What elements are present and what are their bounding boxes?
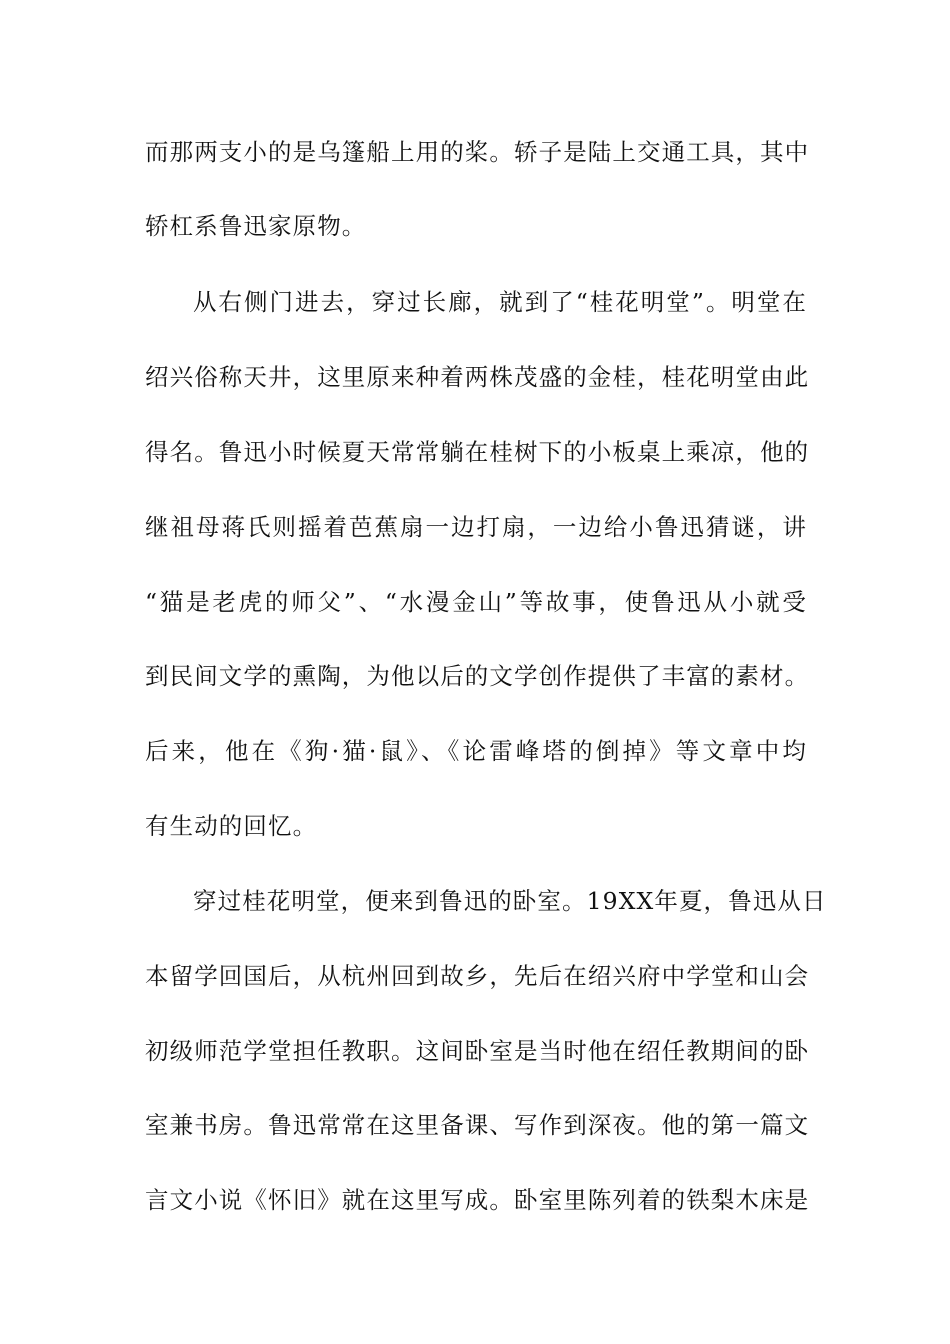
text-line-8: 到民间文学的熏陶，为他以后的文学创作提供了丰富的素材。: [145, 662, 810, 690]
text-line-10: 有生动的回忆。: [145, 812, 318, 840]
text-line-1: 而那两支小的是乌篷船上用的桨。轿子是陆上交通工具，其中: [145, 138, 810, 166]
text-line-13: 初级师范学堂担任教职。这间卧室是当时他在绍任教期间的卧: [145, 1037, 810, 1065]
text-line-5: 得名。鲁迅小时候夏天常常躺在桂树下的小板桌上乘凉，他的: [145, 438, 810, 466]
text-line-3: 从右侧门进去，穿过长廊，就到了“桂花明堂”。明堂在: [193, 288, 807, 316]
text-line-2: 轿杠系鲁迅家原物。: [145, 212, 367, 240]
text-line-9: 后来，他在《狗·猫·鼠》、《论雷峰塔的倒掉》等文章中均: [145, 737, 807, 765]
text-line-12: 本留学回国后，从杭州回到故乡，先后在绍兴府中学堂和山会: [145, 962, 810, 990]
text-line-4: 绍兴俗称天井，这里原来种着两株茂盛的金桂，桂花明堂由此: [145, 363, 810, 391]
text-line-7: “猫是老虎的师父”、“水漫金山”等故事，使鲁迅从小就受: [145, 588, 807, 616]
text-line-15: 言文小说《怀旧》就在这里写成。卧室里陈列着的铁梨木床是: [145, 1186, 810, 1214]
text-line-11: 穿过桂花明堂，便来到鲁迅的卧室。19XX年夏，鲁迅从日: [193, 887, 827, 915]
text-line-6: 继祖母蒋氏则摇着芭蕉扇一边打扇，一边给小鲁迅猜谜，讲: [145, 513, 807, 541]
text-line-14: 室兼书房。鲁迅常常在这里备课、写作到深夜。他的第一篇文: [145, 1111, 810, 1139]
